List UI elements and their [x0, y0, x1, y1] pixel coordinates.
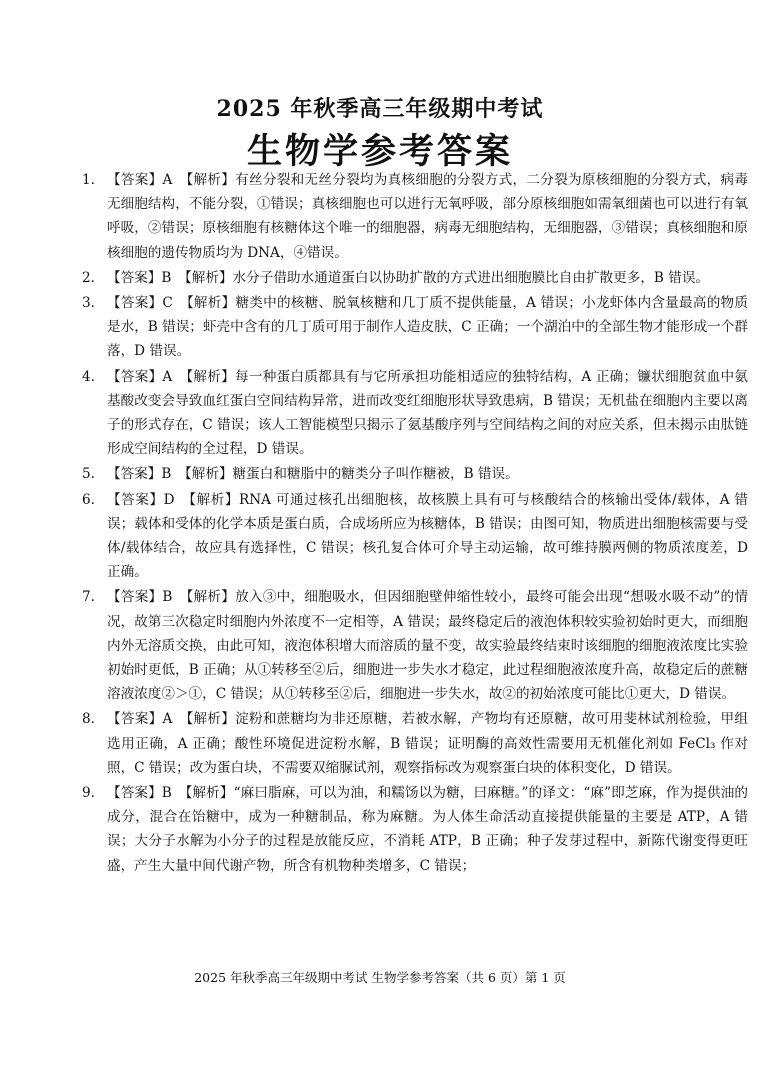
item-text: 【答案】C 【解析】糖类中的核糖、脱氧核糖和几丁质不提供能量，A 错误；小龙虾体内含量最高的物质是水，B 错误；虾壳中含有的几丁质可用于制作人造皮肤，C 正确；一个湖泊中的全部生物才能形成一个群落，D 错误。: [107, 295, 748, 360]
item-text: 【答案】D 【解析】RNA 可通过核孔出细胞核，故核膜上具有可与核酸结合的核输出受体/载体，A 错误；载体和受体的化学本质是蛋白质，合成场所应为核糖体，B 错误；由图可知，物质进出细胞核需要与受体/载体结合，故应具有选择性，C 错误；核孔复合体可介导主动运输，故可维持膜两侧的物质浓度差，D 正确。: [107, 491, 748, 581]
answer-list: [82, 168, 748, 879]
item-number: 4.: [82, 368, 95, 385]
item-number: 1.: [82, 172, 95, 188]
answer-item-2: [82, 266, 748, 290]
page-footer: 2025 年秋季高三年级期中考试 生物学参考答案（共 6 页）第 1 页: [194, 970, 566, 985]
item-text: 【答案】A 【解析】有丝分裂和无丝分裂均为真核细胞的分裂方式，二分裂为原核细胞的分裂方式，病毒无细胞结构，不能分裂，①错误；真核细胞也可以进行无氧呼吸，部分原核细胞如需氧细菌也可以进行有氧呼吸，②错误；原核细胞有核糖体这个唯一的细胞器，病毒无细胞结构，无细胞器，③错误；真核细胞和原核细胞的遗传物质均为 DNA，④错误。: [107, 172, 748, 261]
answer-item-9: [82, 781, 748, 878]
answer-item-5: [82, 462, 748, 486]
answer-item-4: [82, 365, 748, 462]
item-number: 8.: [82, 711, 95, 728]
item-number: 3.: [82, 295, 95, 312]
item-text: 【答案】A 【解析】每一种蛋白质都具有与它所承担功能相适应的独特结构，A 正确；镰状细胞贫血中氨基酸改变会导致血红蛋白空间结构异常，进而改变红细胞形状导致患病，B 错误；无机盐在细胞内主要以离子的形式存在，C 错误；该人工智能模型只揭示了氨基酸序列与空间结构之间的对应关系，但未揭示由肽链形成空间结构的全过程，D 错误。: [107, 368, 748, 458]
item-number: 5.: [82, 466, 95, 483]
answer-item-7: [82, 585, 748, 706]
document-title: 生物学参考答案: [246, 131, 513, 172]
item-text: 【答案】B 【解析】糖蛋白和糖脂中的糖类分子叫作糖被，B 错误。: [107, 466, 519, 483]
answer-item-1: [82, 168, 748, 265]
item-number: 9.: [82, 785, 95, 802]
item-text: 【答案】B 【解析】放入③中，细胞吸水，但因细胞壁伸缩性较小，最终可能会出现“想吸水吸不动”的情况，故第三次稳定时细胞内外浓度不一定相等，A 错误；最终稳定后的液泡体积较实验初始时更大，而细胞内外无溶质交换，由此可知，液泡体积增大而溶质的量不变，故实验最终结束时该细胞的细胞液浓度比实验初始时更低，B 正确；从①转移至②后，细胞进一步失水才稳定，此过程细胞液浓度升高，故稳定后的蔗糖溶液浓度②＞①，C 错误；从①转移至②后，细胞进一步失水，故②的初始浓度可能比①更大，D 错误。: [107, 589, 748, 703]
item-text: 【答案】B 【解析】“麻曰脂麻，可以为油，和糯饧以为糖，曰麻糖。”的译文：“麻”即芝麻，作为提供油的成分，混合在饴糖中，成为一种糖制品，称为麻糖。为人体生命活动直接提供能量的主要是 ATP，A 错误；大分子水解为小分子的过程是放能反应，不消耗 ATP，B 正确；种子发芽过程中，新陈代谢变得更旺盛，产生大量中间代谢产物，所含有机物种类增多，C 错误；: [107, 785, 748, 874]
answer-item-3: [82, 291, 748, 364]
item-text: 【答案】A 【解析】淀粉和蔗糖均为非还原糖，若被水解，产物均有还原糖，故可用斐林试剂检验，甲组选用正确，A 正确；酸性环境促进淀粉水解，B 错误；证明酶的高效性需要用无机催化剂如 FeCl₃ 作对照，C 错误；改为蛋白块，不需要双缩脲试剂，观察指标改为观察蛋白块的体积变化，D 错误。: [107, 711, 748, 776]
answer-item-6: [82, 488, 748, 585]
item-text: 【答案】B 【解析】水分子借助水通道蛋白以协助扩散的方式进出细胞膜比自由扩散更多，B 错误。: [107, 269, 710, 286]
exam-title: 2025 年秋季高三年级期中考试: [216, 96, 544, 122]
item-number: 2.: [82, 269, 95, 286]
answer-item-8: [82, 707, 748, 780]
item-number: 6.: [82, 491, 95, 508]
item-number: 7.: [82, 589, 95, 606]
